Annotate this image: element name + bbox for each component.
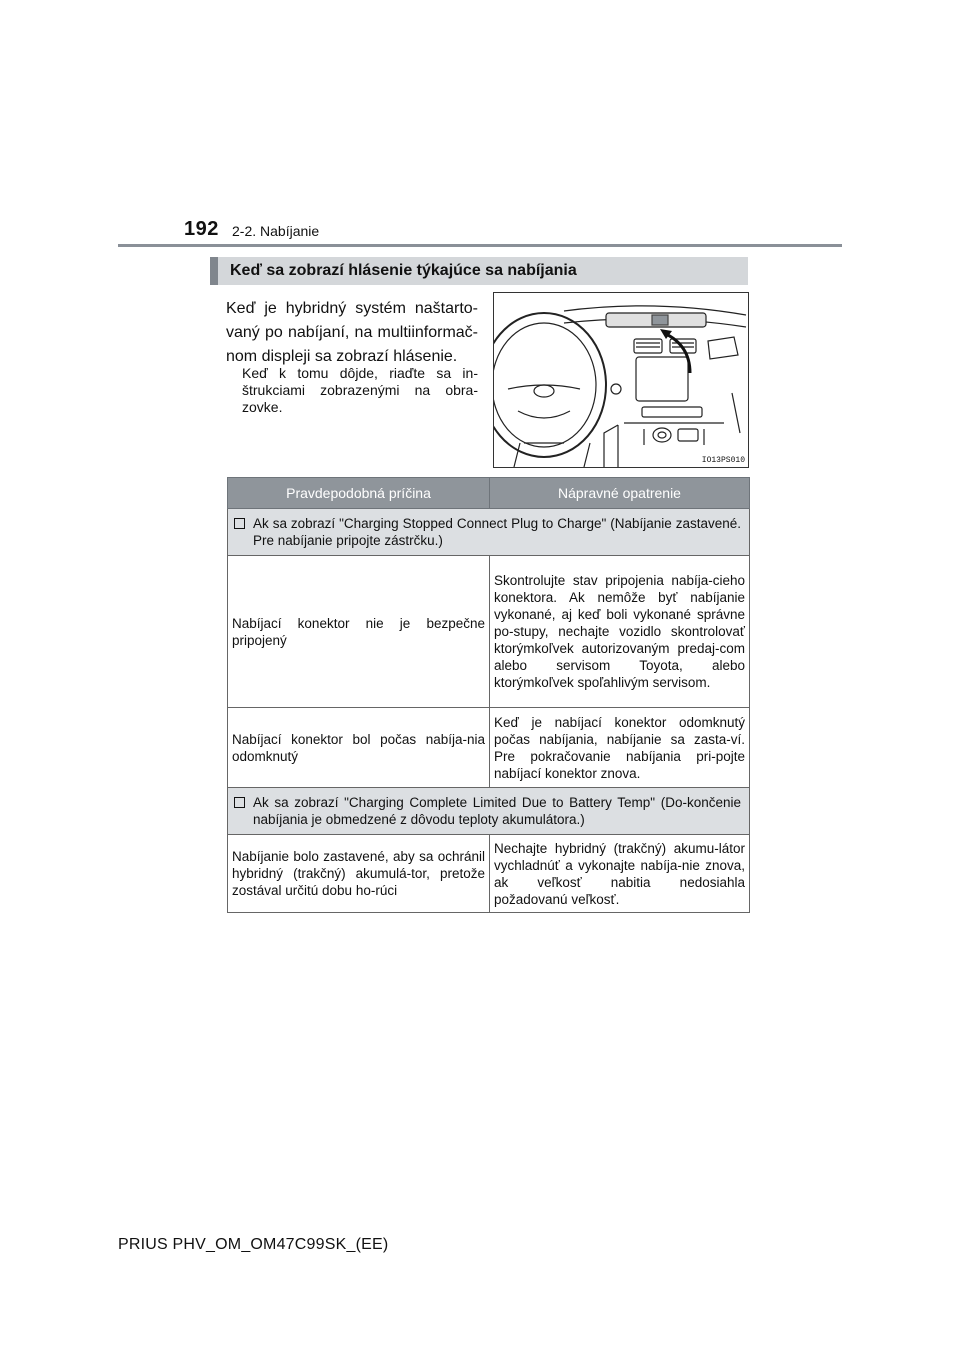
header-action: Nápravné opatrenie <box>490 478 750 509</box>
table-header-row <box>228 478 750 509</box>
intro-text: Keď je hybridný systém naštarto-vaný po nabíjaní, na multiinformač-nom displeji sa zobrazí hlásenie. <box>226 300 478 365</box>
intro-note: Keď k tomu dôjde, riaďte sa in-štrukciami zobrazenými na obra-zovke. <box>242 365 478 415</box>
group-message-cell <box>228 788 750 835</box>
table-row <box>228 835 750 913</box>
page-number: 192 <box>184 218 219 240</box>
group-row <box>228 788 750 835</box>
cause-cell: Nabíjací konektor nie je bezpečne pripojený <box>228 556 490 708</box>
group-message-cell <box>228 509 750 556</box>
causes-table <box>227 477 750 913</box>
dashboard-drawing <box>494 293 748 467</box>
header-cause: Pravdepodobná príčina <box>228 478 490 509</box>
action-cell: Nechajte hybridný (trakčný) akumu-látor vychladnúť a vykonajte nabíja-nie znova, ak veľkosť nabitia nedosiahla požadovanú veľkosť. <box>490 835 750 913</box>
table-row <box>228 708 750 788</box>
footer-code: PRIUS PHV_OM_OM47C99SK_(EE) <box>118 1236 389 1253</box>
section-heading: Keď sa zobrazí hlásenie týkajúce sa nabíjania <box>210 257 748 285</box>
illustration-id: IO13PS010 <box>701 456 745 465</box>
checkbox-square-icon <box>234 797 245 808</box>
cause-cell: Nabíjanie bolo zastavené, aby sa ochránil hybridný (trakčný) akumulá-tor, pretože zostával určitú dobu ho-rúci <box>228 835 490 913</box>
group-message: Ak sa zobrazí "Charging Stopped Connect Plug to Charge" (Nabíjanie zastavené. Pre nabíjanie pripojte zástrčku.) <box>253 516 741 548</box>
checkbox-square-icon <box>234 518 245 529</box>
header-divider <box>118 244 842 247</box>
dashboard-illustration <box>493 292 749 468</box>
group-row <box>228 509 750 556</box>
cause-cell: Nabíjací konektor bol počas nabíja-nia odomknutý <box>228 708 490 788</box>
action-cell: Skontrolujte stav pripojenia nabíja-cieho konektora. Ak nemôže byť nabíjanie vykonané, aj keď boli vykonané správne po-stupy, nechajte vozidlo skontrolovať ktorýmkoľvek autorizovaným predaj-com alebo servisom Toyota, alebo ktorýmkoľvek spoľahlivým servisom. <box>490 556 750 708</box>
section-label: 2-2. Nabíjanie <box>232 223 320 239</box>
table-row <box>228 556 750 708</box>
action-cell: Keď je nabíjací konektor odomknutý počas nabíjania, nabíjanie sa zasta-ví. Pre pokračovanie nabíjania pri-pojte nabíjací konektor znova. <box>490 708 750 788</box>
group-message: Ak sa zobrazí "Charging Complete Limited Due to Battery Temp" (Do-končenie nabíjania je obmedzené z dôvodu teploty akumulátora.) <box>253 795 741 827</box>
